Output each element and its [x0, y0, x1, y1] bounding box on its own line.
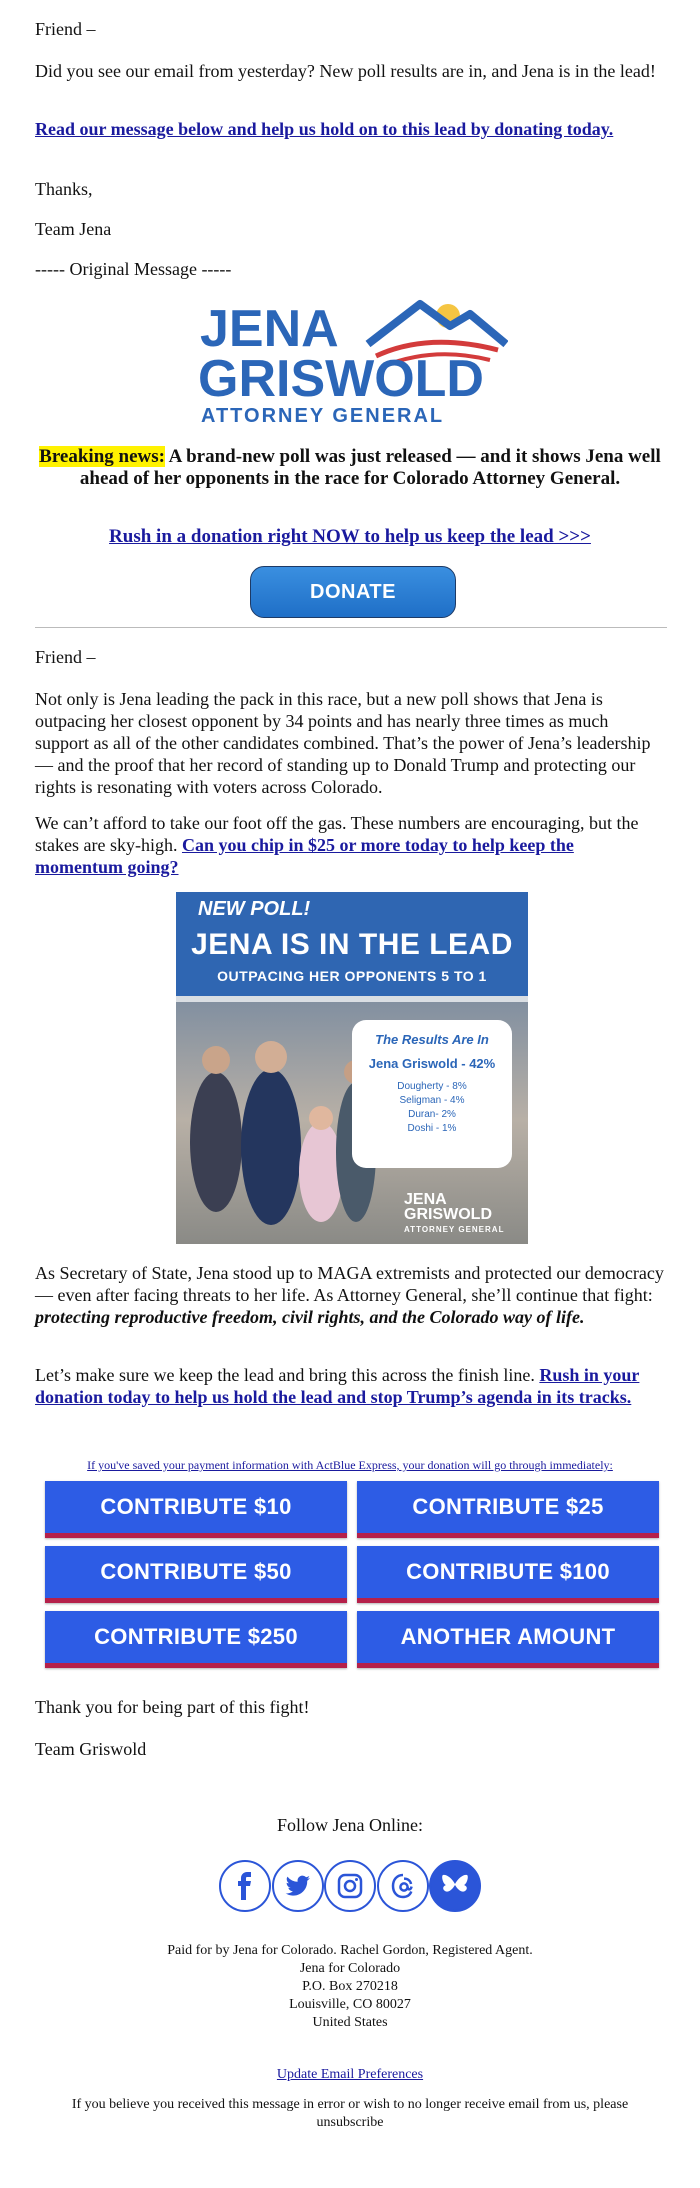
result-item: Seligman - 4%: [399, 1095, 465, 1106]
para-poll-lead: Not only is Jena leading the pack in this race, but a new poll shows that Jena is outpacing her closest opponent by 34 points and has nearly three times as much support as all of the other candidates combined. That’s the power of Jena’s leadership — and the proof that her record of standing up to Donald Trump and protecting our rights is resonating with voters across Colorado.: [35, 689, 651, 797]
instagram-icon: [336, 1872, 364, 1900]
facebook-link[interactable]: [219, 1860, 271, 1912]
breaking-text: A brand-new poll was just released — and it shows Jena well ahead of her opponents in the race for Colorado Attorney General.: [79, 446, 661, 489]
mailing-address: [35, 1960, 665, 2032]
breaking-label: Breaking news:: [39, 446, 165, 467]
para-record-text: As Secretary of State, Jena stood up to MAGA extremists and protected our democracy — even after facing threats to her life. As Attorney General, she’ll continue that fight:: [35, 1263, 664, 1305]
campaign-logo: [198, 294, 508, 430]
logo-line3: ATTORNEY GENERAL: [201, 405, 445, 427]
address-line: United States: [312, 2015, 388, 2030]
para-finish-line-text: Let’s make sure we keep the lead and bring this across the finish line.: [35, 1365, 540, 1385]
results-others: [352, 1080, 512, 1136]
contribute-25-button[interactable]: CONTRIBUTE $25: [357, 1481, 659, 1538]
chip-in-link[interactable]: Can you chip in $25 or more today to help keep the momentum going?: [35, 835, 574, 877]
address-line: Jena for Colorado: [299, 1961, 401, 1976]
mountain-logo-icon: [198, 294, 508, 430]
para-record: [35, 1262, 665, 1328]
poll-subhead: OUTPACING HER OPPONENTS 5 TO 1: [217, 968, 487, 984]
unsubscribe-text[interactable]: If you believe you received this message in error or wish to no longer receive email from us, please unsubscribe: [71, 2097, 629, 2130]
poll-logo: [404, 1192, 504, 1237]
poll-headline: JENA IS IN THE LEAD: [191, 928, 513, 961]
intro-text: Did you see our email from yesterday? New poll results are in, and Jena is in the lead!: [35, 61, 656, 81]
original-message-divider: ----- Original Message -----: [35, 259, 232, 279]
bluesky-link[interactable]: [429, 1860, 481, 1912]
result-item: Doshi - 1%: [407, 1123, 457, 1134]
breaking-news: [35, 446, 665, 490]
rush-today-link[interactable]: Rush in your donation today to help us hold the lead and stop Trump’s agenda in its tracks.: [35, 1365, 640, 1407]
logo-line2: GRISWOLD: [198, 350, 484, 408]
facebook-icon: [231, 1872, 259, 1900]
threads-link[interactable]: [377, 1860, 429, 1912]
team-griswold-sign: Team Griswold: [35, 1739, 147, 1759]
poll-tag: NEW POLL!: [198, 898, 311, 920]
follow-heading: Follow Jena Online:: [277, 1815, 423, 1835]
update-preferences-link[interactable]: Update Email Preferences: [276, 2067, 424, 2082]
results-title: The Results Are In: [375, 1032, 489, 1047]
address-line: Louisville, CO 80027: [289, 1997, 411, 2012]
para-stakes-text: We can’t afford to take our foot off the gas. These numbers are encouraging, but the stakes are sky-high.: [35, 813, 639, 855]
paid-for-disclaimer: Paid for by Jena for Colorado. Rachel Gordon, Registered Agent.: [167, 1943, 533, 1958]
threads-icon: [389, 1872, 417, 1900]
bluesky-icon: [440, 1872, 470, 1900]
poll-graphic[interactable]: [176, 892, 528, 1244]
para-record-emphasis: protecting reproductive freedom, civil rights, and the Colorado way of life.: [35, 1307, 585, 1327]
contribute-10-button[interactable]: CONTRIBUTE $10: [45, 1481, 347, 1538]
greeting-2: Friend –: [35, 647, 96, 667]
contribute-100-button[interactable]: CONTRIBUTE $100: [357, 1546, 659, 1603]
twitter-icon: [284, 1872, 312, 1900]
donate-button[interactable]: DONATE: [250, 566, 456, 618]
twitter-link[interactable]: [272, 1860, 324, 1912]
contribute-250-button[interactable]: CONTRIBUTE $250: [45, 1611, 347, 1668]
thanks-text: Thanks,: [35, 179, 93, 199]
closing-text: Thank you for being part of this fight!: [35, 1697, 310, 1717]
poll-logo-line3: ATTORNEY GENERAL: [404, 1225, 505, 1234]
result-item: Dougherty - 8%: [397, 1081, 467, 1092]
results-leader: Jena Griswold - 42%: [368, 1056, 496, 1071]
poll-logo-line2: GRISWOLD: [404, 1206, 492, 1223]
poll-logo-line1: JENA: [404, 1191, 447, 1208]
greeting: Friend –: [35, 19, 96, 39]
para-stakes: [35, 812, 665, 878]
result-item: Duran- 2%: [408, 1109, 456, 1120]
another-amount-button[interactable]: ANOTHER AMOUNT: [357, 1611, 659, 1668]
para-finish-line: [35, 1364, 665, 1408]
section-divider: [35, 627, 667, 628]
logo-line1: JENA: [200, 300, 339, 358]
actblue-note-link[interactable]: If you've saved your payment information with ActBlue Express, your donation will go through immediately:: [87, 1458, 613, 1472]
rush-donation-link[interactable]: Rush in a donation right NOW to help us keep the lead >>>: [109, 526, 591, 547]
intro-donate-link[interactable]: Read our message below and help us hold on to this lead by donating today.: [35, 119, 614, 139]
team-jena-sign: Team Jena: [35, 219, 112, 239]
contribute-50-button[interactable]: CONTRIBUTE $50: [45, 1546, 347, 1603]
address-line: P.O. Box 270218: [302, 1979, 398, 1994]
instagram-link[interactable]: [324, 1860, 376, 1912]
